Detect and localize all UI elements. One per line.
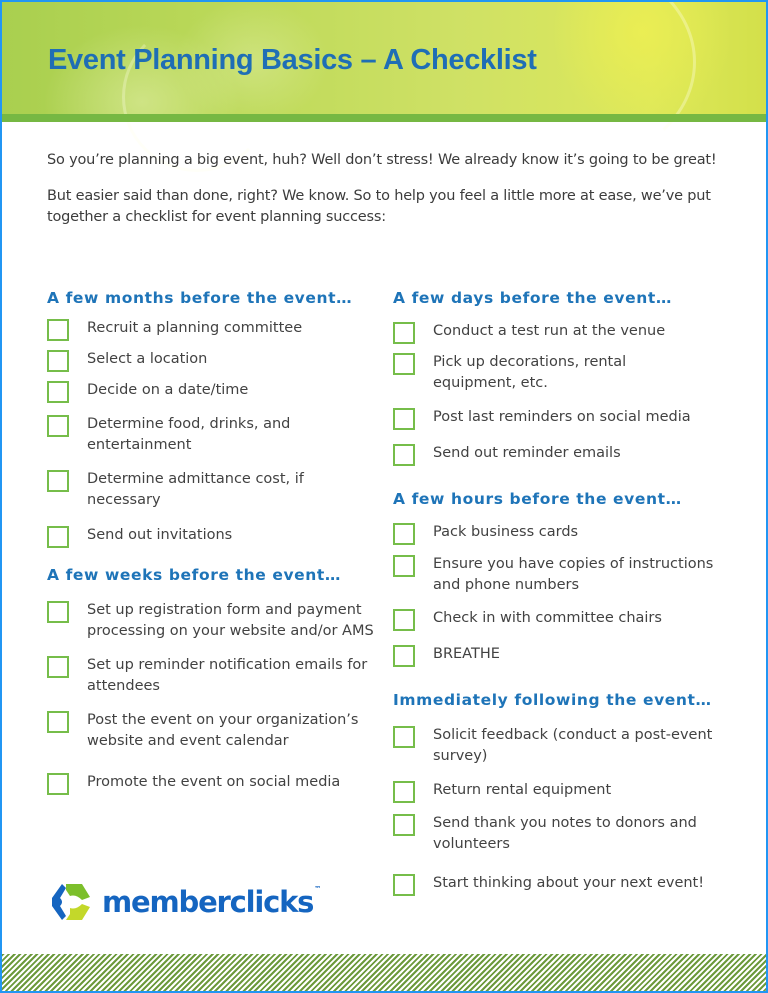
checkbox[interactable] [47,656,69,678]
checklist-item [393,725,733,767]
checklist-item [47,414,387,456]
section-months [47,287,387,546]
item-label: Ensure you have copies of instructions and phone numbers [433,556,714,593]
checklist-item [47,710,387,752]
item-label: Determine admittance cost, if necessary [87,471,304,508]
checkbox[interactable] [393,322,415,344]
checklist-item [47,772,387,793]
item-label: Promote the event on social media [87,774,341,790]
section-days [393,287,733,464]
intro-text [47,150,737,243]
section-title: A few months before the event… [47,289,353,307]
item-label: Pick up decorations, rental equipment, etc. [433,354,627,391]
item-label: Recruit a planning committee [87,320,303,336]
decorative-swoosh [466,0,696,162]
item-label: Determine food, drinks, and entertainment [87,416,291,453]
logo-wordmark [102,885,320,919]
checkbox[interactable] [47,601,69,623]
section-title: A few weeks before the event… [47,566,342,584]
checkbox[interactable] [47,470,69,492]
checklist-item [47,525,387,546]
checklist-item [393,608,733,629]
right-column [393,287,733,894]
item-label: Return rental equipment [433,782,612,798]
item-label: Pack business cards [433,524,579,540]
left-column [47,287,387,793]
item-label: Set up registration form and payment processing on your website and/or AMS [87,602,374,639]
item-label: Send out reminder emails [433,445,621,461]
checkbox[interactable] [393,874,415,896]
checkbox[interactable] [393,444,415,466]
checklist-item [393,813,733,855]
page-title: Event Planning Basics – A Checklist [48,44,537,76]
footer-stripe-band [2,954,766,993]
checklist-item [47,380,387,401]
checkbox[interactable] [393,609,415,631]
checklist-item [393,780,733,801]
checklist-item [47,469,387,511]
section-title: Immediately following the event… [393,691,712,709]
header-banner [2,2,766,114]
item-label: Post the event on your organization’s website and event calendar [87,712,359,749]
item-label: Check in with committee chairs [433,610,662,626]
item-label: BREATHE [433,646,500,662]
checkbox[interactable] [47,381,69,403]
checklist-item [393,352,733,394]
checklist-item [393,554,733,596]
checkbox[interactable] [393,555,415,577]
intro-paragraph: So you’re planning a big event, huh? Well don’t stress! We already know it’s going to be great! [47,152,717,168]
item-label: Select a location [87,351,208,367]
section-following [393,689,733,894]
checkbox[interactable] [393,781,415,803]
checklist-item [47,600,387,642]
checkbox[interactable] [47,526,69,548]
item-label: Send out invitations [87,527,233,543]
section-title: A few hours before the event… [393,490,682,508]
logo-text: memberclicks [102,885,314,919]
checkbox[interactable] [47,773,69,795]
trademark-symbol: ™ [314,885,321,893]
item-label: Start thinking about your next event! [433,875,705,891]
checkbox[interactable] [47,319,69,341]
checklist-item [393,443,733,464]
checkbox[interactable] [47,350,69,372]
intro-paragraph: But easier said than done, right? We know. So to help you feel a little more at ease, we’ve put together a checklist for event planning success: [47,188,711,225]
checklist-item [393,644,733,665]
memberclicks-logo [48,880,320,924]
checklist-item [47,655,387,697]
section-hours [393,488,733,665]
memberclicks-logo-icon [48,880,92,924]
checklist-item [47,349,387,370]
item-label: Set up reminder notification emails for attendees [87,657,368,694]
checkbox[interactable] [393,814,415,836]
checklist-item [47,318,387,339]
item-label: Post last reminders on social media [433,409,691,425]
checkbox[interactable] [393,353,415,375]
checkbox[interactable] [393,726,415,748]
checklist-item [393,522,733,543]
checkbox[interactable] [393,408,415,430]
checklist-item [393,407,733,428]
section-title: A few days before the event… [393,289,672,307]
item-label: Decide on a date/time [87,382,249,398]
checkbox[interactable] [393,523,415,545]
item-label: Conduct a test run at the venue [433,323,666,339]
checklist-item [393,321,733,342]
checkbox[interactable] [47,711,69,733]
checkbox[interactable] [47,415,69,437]
checklist-item [393,873,733,894]
section-weeks [47,564,387,793]
item-label: Solicit feedback (conduct a post-event survey) [433,727,713,764]
header-divider-bar [2,114,766,122]
item-label: Send thank you notes to donors and volunteers [433,815,697,852]
checkbox[interactable] [393,645,415,667]
